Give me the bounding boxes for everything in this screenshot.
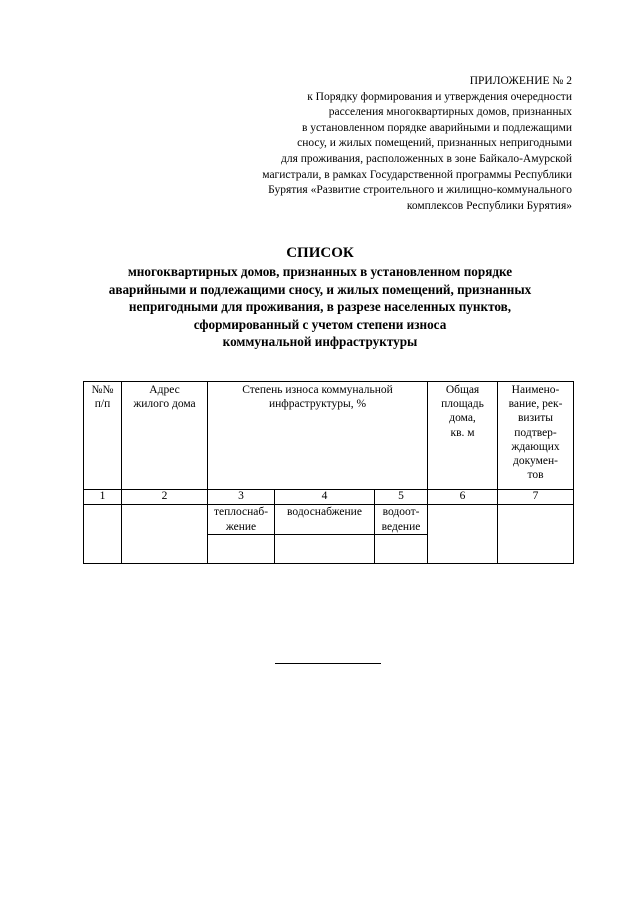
table-cell [498,505,574,564]
document-title [70,244,570,351]
subheader-heat-supply: теплоснаб- жение [208,505,275,535]
appendix-line: для проживания, расположенных в зоне Байкало-Амурской [281,152,572,165]
column-number: 4 [275,490,375,505]
appendix-line: Бурятия «Развитие строительного и жилищно-коммунального [268,184,572,197]
column-number: 5 [375,490,428,505]
appendix-line: ПРИЛОЖЕНИЕ № 2 [469,75,572,87]
separator-line [275,663,381,664]
appendix-line: к Порядку формирования и утверждения очередности [307,90,572,103]
header-area: Общая площадь дома, кв. м [428,382,498,490]
column-number: 1 [84,490,122,505]
appendix-header [192,74,572,214]
table-cell [375,535,428,564]
header-wear: Степень износа коммунальной инфраструктуры, % [208,382,428,490]
header-address: Адрес жилого дома [122,382,208,490]
table-cell [84,505,122,564]
title-heading: СПИСОК [286,245,354,261]
title-line: аварийными и подлежащими сносу, и жилых помещений, признанных [108,281,532,297]
column-number: 6 [428,490,498,505]
appendix-line: комплексов Республики Бурятия» [406,199,572,212]
column-number: 2 [122,490,208,505]
appendix-line: в установленном порядке аварийными и подлежащими [301,121,572,134]
appendix-line: расселения многоквартирных домов, признанных [328,106,572,119]
appendix-line: сносу, и жилых помещений, признанных непригодными [297,137,572,150]
header-num: №№ п/п [84,382,122,490]
subheader-row [84,505,574,535]
table-cell [122,505,208,564]
appendix-line: магистрали, в рамках Государственной программы Республики [262,168,572,181]
column-number: 3 [208,490,275,505]
title-line: коммунальной инфраструктуры [222,334,418,349]
title-line: сформированный с учетом степени износа [193,316,447,332]
column-number-row [84,490,574,505]
subheader-water-supply: водоснабжение [275,505,375,535]
table-cell [275,535,375,564]
table-header-row [84,382,574,490]
column-number: 7 [498,490,574,505]
table-cell [208,535,275,564]
subheader-sewerage: водоот- ведение [375,505,428,535]
houses-table [83,381,574,564]
table-cell [428,505,498,564]
title-line: многоквартирных домов, признанных в установленном порядке [127,264,513,279]
header-documents: Наимено- вание, рек- визиты подтвер- ждающих докумен- тов [498,382,574,490]
title-line: непригодными для проживания, в разрезе населенных пунктов, [128,299,512,314]
